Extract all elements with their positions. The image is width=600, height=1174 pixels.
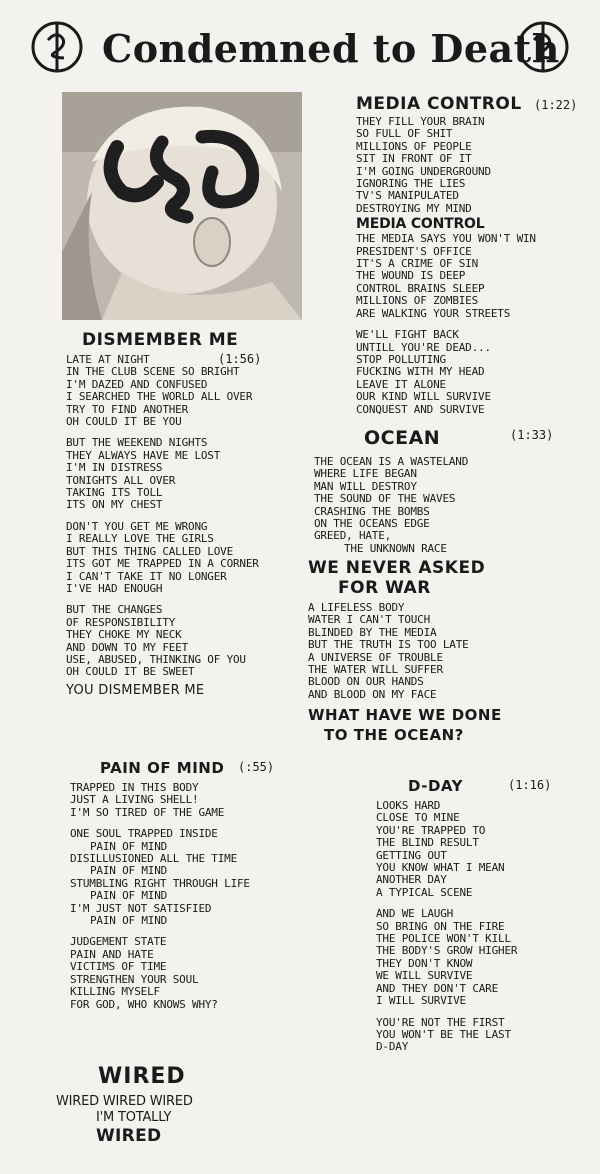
- song-we-never-asked-for-war: [308, 558, 588, 745]
- lyric-line: FOR GOD, WHO KNOWS WHY?: [70, 997, 218, 1011]
- page-title: Condemned to Death: [102, 26, 560, 71]
- lyric-line: AND BLOOD ON MY FACE: [308, 687, 437, 701]
- lyric-line: CRASHING THE BOMBS: [314, 504, 430, 518]
- lyric-line: THE SOUND OF THE WAVES: [314, 492, 456, 506]
- lyric-line: THE WATER WILL SUFFER: [308, 663, 443, 677]
- song-pain-of-mind: [70, 758, 340, 1011]
- lyric-line: AND THEY DON'T CARE: [376, 981, 499, 995]
- lyric-line: THE OCEAN IS A WASTELAND: [314, 455, 469, 468]
- lyric-line: GREED, HATE,: [314, 529, 392, 543]
- lyric-line: FUCKING WITH MY HEAD: [356, 365, 485, 379]
- lyric-line: WE'LL FIGHT BACK: [356, 328, 459, 342]
- lyric-line: THEY ALWAYS HAVE ME LOST: [66, 448, 221, 462]
- lyric-line: UNTILL YOU'RE DEAD...: [356, 340, 491, 354]
- lyric-line: SO BRING ON THE FIRE: [376, 919, 505, 933]
- lyric-line: WHERE LIFE BEGAN: [314, 467, 417, 481]
- lyric-line: TAKING ITS TOLL: [66, 486, 163, 500]
- song-duration: (1:33): [510, 428, 554, 442]
- song-ocean: [314, 426, 584, 555]
- song-duration: (1:22): [534, 98, 578, 112]
- lyric-line: JUDGEMENT STATE: [70, 935, 167, 949]
- lyric-line: TRY TO FIND ANOTHER: [66, 402, 189, 416]
- lyric-line: ITS GOT ME TRAPPED IN A CORNER: [66, 557, 259, 571]
- lyric-line: A UNIVERSE OF TROUBLE: [308, 650, 443, 664]
- lyrics-list: [356, 116, 596, 416]
- song-dismember-me: [66, 330, 326, 699]
- lyric-line: THE MEDIA SAYS YOU WON'T WIN: [356, 232, 536, 246]
- lyric-line: AND DOWN TO MY FEET: [66, 640, 189, 654]
- song-title: DISMEMBER ME: [82, 330, 239, 350]
- lyric-line: PAIN OF MIND: [90, 839, 168, 853]
- lyric-line: I'M IN DISTRESS: [66, 461, 163, 475]
- lyric-line: PAIN OF MIND: [90, 914, 168, 928]
- song-title: MEDIA CONTROL: [356, 94, 522, 114]
- song-title: WE NEVER ASKED: [308, 558, 486, 578]
- song-d-day: [376, 776, 586, 1054]
- lyric-line: MEDIA CONTROL: [356, 216, 485, 233]
- lyric-line: TRAPPED IN THIS BODY: [70, 781, 199, 794]
- closing-line: TO THE OCEAN?: [324, 726, 464, 745]
- song-duration: (1:56): [218, 352, 262, 366]
- lyric-line: OH COULD IT BE SWEET: [66, 665, 195, 679]
- lyric-line: CONTROL BRAINS SLEEP: [356, 281, 485, 295]
- lyric-line: I'M DAZED AND CONFUSED: [66, 377, 208, 391]
- lyric-line: OH COULD IT BE YOU: [66, 415, 182, 429]
- band-logo-icon: [516, 20, 570, 74]
- lyric-line: OF RESPONSIBILITY: [66, 615, 176, 629]
- lyric-line: LEAVE IT ALONE: [356, 377, 446, 391]
- lyric-line: USE, ABUSED, THINKING OF YOU: [66, 652, 246, 666]
- lyric-line: I REALLY LOVE THE GIRLS: [66, 532, 214, 546]
- lyric-line: WATER I CAN'T TOUCH: [308, 613, 431, 627]
- lyric-line: STUMBLING RIGHT THROUGH LIFE: [70, 876, 250, 890]
- lyric-line: THEY CHOKE MY NECK: [66, 628, 182, 642]
- lyric-line: BUT THE CHANGES: [66, 603, 163, 617]
- lyric-line: VICTIMS OF TIME: [70, 960, 167, 974]
- lyric-line: A LIFELESS BODY: [308, 601, 405, 614]
- lyric-line: ON THE OCEANS EDGE: [314, 517, 430, 531]
- band-logo-icon: [30, 20, 84, 74]
- lyric-line: IT'S A CRIME OF SIN: [356, 257, 479, 271]
- song-wired: [56, 1064, 296, 1146]
- lyric-line: WE WILL SURVIVE: [376, 969, 473, 983]
- lyric-line: ARE WALKING YOUR STREETS: [356, 306, 511, 320]
- lyric-line: THE UNKNOWN RACE: [344, 541, 447, 555]
- song-title-continued: FOR WAR: [338, 578, 431, 598]
- lyric-line: BUT THIS THING CALLED LOVE: [66, 544, 233, 558]
- closing-line: WHAT HAVE WE DONE: [308, 706, 502, 725]
- lyric-line: BUT THE WEEKEND NIGHTS: [66, 436, 208, 450]
- lyric-line: THEY DON'T KNOW: [376, 956, 473, 970]
- lyric-line: WIRED WIRED WIRED: [56, 1094, 193, 1109]
- lyric-line: THE BODY'S GROW HIGHER: [376, 944, 518, 958]
- lyrics-list: [376, 800, 586, 1054]
- lyric-line: IN THE CLUB SCENE SO BRIGHT: [66, 365, 240, 379]
- lyric-line: BLINDED BY THE MEDIA: [308, 625, 437, 639]
- lyric-line: THE WOUND IS DEEP: [356, 269, 466, 283]
- lyric-line: WIRED: [96, 1126, 162, 1146]
- lyric-line: DON'T YOU GET ME WRONG: [66, 519, 208, 533]
- lyric-line: YOU KNOW WHAT I MEAN: [376, 861, 505, 875]
- lyrics-list: [66, 354, 326, 699]
- lyric-line: GETTING OUT: [376, 848, 447, 862]
- lyric-line: I'M SO TIRED OF THE GAME: [70, 805, 225, 819]
- song-title: OCEAN: [364, 427, 441, 449]
- lyric-line: BLOOD ON OUR HANDS: [308, 675, 424, 689]
- lyric-line: ITS ON MY CHEST: [66, 498, 163, 512]
- lyric-line: IGNORING THE LIES: [356, 177, 466, 191]
- lyric-line: STOP POLLUTING: [356, 352, 446, 366]
- lyric-line: I CAN'T TAKE IT NO LONGER: [66, 569, 227, 583]
- song-media-control: [356, 94, 596, 416]
- lyrics-list: [56, 1094, 296, 1146]
- lyric-line: CLOSE TO MINE: [376, 811, 460, 825]
- lyric-line: I'M TOTALLY: [96, 1110, 172, 1125]
- lyric-line: I SEARCHED THE WORLD ALL OVER: [66, 390, 253, 404]
- lyric-line: CONQUEST AND SURVIVE: [356, 402, 485, 416]
- lyric-line: LOOKS HARD: [376, 799, 441, 812]
- song-title: WIRED: [98, 1064, 186, 1089]
- lyrics-list: [70, 782, 340, 1011]
- lyric-line: I WILL SURVIVE: [376, 994, 466, 1008]
- lyrics-list: [308, 602, 588, 701]
- lyric-line: PRESIDENT'S OFFICE: [356, 244, 472, 258]
- lyric-line: KILLING MYSELF: [70, 985, 160, 999]
- lyric-line: I'M GOING UNDERGROUND: [356, 164, 491, 178]
- lyric-line: THEY FILL YOUR BRAIN: [356, 115, 485, 128]
- song-duration: (1:16): [508, 778, 552, 792]
- lyric-line: THE POLICE WON'T KILL: [376, 932, 511, 946]
- lyric-line: ANOTHER DAY: [376, 873, 447, 887]
- lyric-line: BUT THE TRUTH IS TOO LATE: [308, 638, 469, 652]
- song-duration: (:55): [238, 760, 275, 774]
- song-title: PAIN OF MIND: [100, 759, 225, 777]
- lyric-line: YOU'RE NOT THE FIRST: [376, 1015, 505, 1029]
- lyric-line: AND WE LAUGH: [376, 907, 454, 921]
- lyric-line: SIT IN FRONT OF IT: [356, 152, 472, 166]
- lyric-line: OUR KIND WILL SURVIVE: [356, 390, 491, 404]
- lyric-line: I'M JUST NOT SATISFIED: [70, 901, 212, 915]
- lyric-line: A TYPICAL SCENE: [376, 885, 473, 899]
- lyric-line: MILLIONS OF PEOPLE: [356, 139, 472, 153]
- lyric-line: PAIN AND HATE: [70, 947, 154, 961]
- lyric-line: JUST A LIVING SHELL!: [70, 793, 199, 807]
- song-title: D-DAY: [408, 777, 463, 795]
- lyric-line: YOU WON'T BE THE LAST: [376, 1027, 511, 1041]
- lyric-line: LATE AT NIGHT: [66, 353, 150, 366]
- lyric-line: STRENGTHEN YOUR SOUL: [70, 972, 199, 986]
- lyric-line: PAIN OF MIND: [90, 864, 168, 878]
- lyric-line: ONE SOUL TRAPPED INSIDE: [70, 827, 218, 841]
- header: [22, 14, 578, 78]
- lyric-line: TV'S MANIPULATED: [356, 189, 459, 203]
- lyric-line: D-DAY: [376, 1040, 409, 1054]
- lyric-line: PAIN OF MIND: [90, 889, 168, 903]
- lyric-line: YOU DISMEMBER ME: [66, 682, 205, 698]
- band-photo: [62, 92, 302, 320]
- lyric-line: YOU'RE TRAPPED TO: [376, 823, 486, 837]
- shaved-head-photo-icon: [62, 92, 302, 320]
- lyric-line: MAN WILL DESTROY: [314, 479, 417, 493]
- lyric-line: TONIGHTS ALL OVER: [66, 473, 176, 487]
- lyric-line: DESTROYING MY MIND: [356, 201, 472, 215]
- lyric-line: SO FULL OF SHIT: [356, 127, 453, 141]
- lyric-line: DISILLUSIONED ALL THE TIME: [70, 852, 237, 866]
- lyrics-list: [314, 456, 584, 555]
- lyric-line: I'VE HAD ENOUGH: [66, 581, 163, 595]
- lyric-line: MILLIONS OF ZOMBIES: [356, 294, 479, 308]
- lyric-line: THE BLIND RESULT: [376, 836, 479, 850]
